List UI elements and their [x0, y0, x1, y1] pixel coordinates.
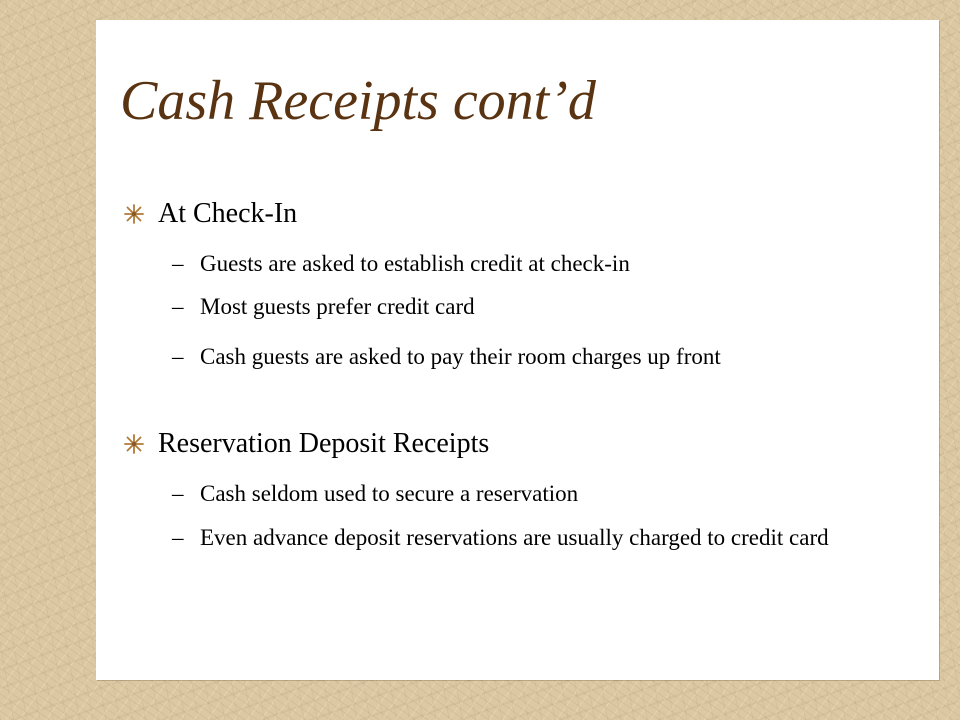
sub-item-text: Guests are asked to establish credit at check-in	[200, 251, 630, 276]
sub-item-text: Most guests prefer credit card	[200, 294, 475, 319]
slide-title: Cash Receipts cont’d	[120, 70, 596, 132]
dash-marker: –	[172, 481, 184, 506]
sub-item-text: Cash seldom used to secure a reservation	[200, 481, 579, 506]
bullet-reservation-deposit-receipts: Reservation Deposit Receipts	[158, 428, 490, 459]
dash-marker: –	[172, 251, 184, 276]
dash-marker: –	[172, 525, 184, 550]
bullet-at-check-in: At Check-In	[158, 198, 298, 229]
dash-marker: –	[172, 294, 184, 319]
sub-item-advance-deposit-charged	[172, 522, 912, 554]
sub-item-text: Even advance deposit reservations are usually charged to credit card	[200, 525, 829, 550]
dash-marker: –	[172, 344, 184, 369]
sub-item-establish-credit	[172, 248, 912, 280]
sub-item-text: Cash guests are asked to pay their room charges up front	[200, 344, 721, 369]
starburst-bullet-icon	[124, 434, 144, 454]
sub-item-cash-guests-pay-up-front	[172, 341, 812, 373]
sub-item-prefer-credit-card	[172, 291, 912, 323]
starburst-bullet-icon	[124, 204, 144, 224]
sub-item-cash-seldom-used	[172, 478, 912, 510]
